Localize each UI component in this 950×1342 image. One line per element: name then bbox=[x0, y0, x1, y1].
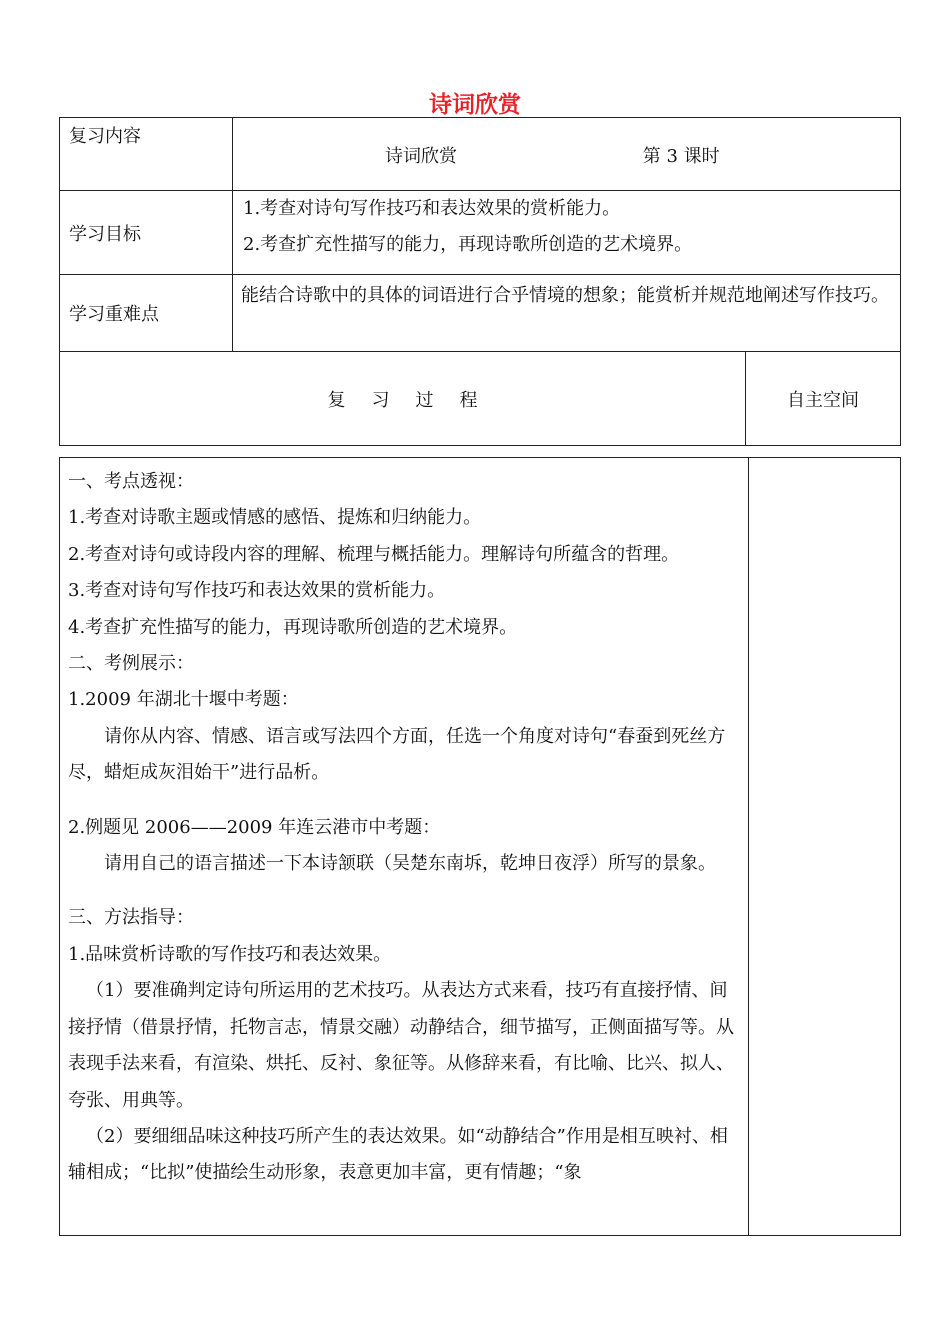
example-title: 1.2009 年湖北十堰中考题： bbox=[68, 689, 299, 711]
lesson-number: 第 3 课时 bbox=[642, 146, 720, 167]
header-table bbox=[59, 117, 901, 446]
example-title: 2.例题见 2006——2009 年连云港市中考题： bbox=[68, 816, 441, 838]
content-name: 诗词欣赏 bbox=[385, 146, 457, 167]
goal-cell bbox=[233, 191, 901, 275]
section-title: 三、方法指导： bbox=[68, 907, 194, 929]
content-label: 复习内容 bbox=[60, 118, 233, 191]
main-content bbox=[60, 458, 749, 1236]
example-text: 请用自己的语言描述一下本诗颔联（吴楚东南坼，乾坤日夜浮）所写的景象。 bbox=[104, 853, 716, 875]
difficulty-label: 学习重难点 bbox=[60, 275, 233, 352]
method-paragraph: （2）要细细品味这种技巧所产生的表达效果。如“动静结合”作用是相互映衬、相辅相成；“比拟”使描绘生动形象，表意更加丰富，更有情趣；“象 bbox=[68, 1125, 728, 1184]
method-title: 1.品味赏析诗歌的写作技巧和表达效果。 bbox=[68, 943, 392, 965]
list-item: 2.考查对诗句或诗段内容的理解、梳理与概括能力。理解诗句所蕴含的哲理。 bbox=[68, 543, 680, 565]
difficulty-text: 能结合诗歌中的具体的词语进行合乎情境的想象；能赏析并规范地阐述写作技巧。 bbox=[233, 275, 901, 352]
method-paragraph: （1）要准确判定诗句所运用的艺术技巧。从表达方式来看，技巧有直接抒情、间接抒情（借景抒情，托物言志，情景交融）动静结合，细节描写，正侧面描写等。从表现手法来看，有渲染、烘托、反衬、象征等。从修辞来看，有比喻、比兴、拟人、夸张、用典等。 bbox=[68, 980, 734, 1111]
page-title: 诗词欣赏 bbox=[429, 92, 521, 118]
content-cell bbox=[233, 118, 901, 191]
notes-column bbox=[748, 458, 900, 1236]
goal-item: 1.考查对诗句写作技巧和表达效果的赏析能力。 bbox=[243, 198, 621, 219]
section-title: 一、考点透视： bbox=[68, 471, 194, 492]
space-label: 自主空间 bbox=[746, 352, 901, 446]
list-item: 1.考查对诗歌主题或情感的感悟、提炼和归纳能力。 bbox=[68, 507, 482, 529]
section-title: 二、考例展示： bbox=[68, 653, 194, 675]
list-item: 4.考查扩充性描写的能力，再现诗歌所创造的艺术境界。 bbox=[68, 616, 518, 638]
process-label: 复习过程 bbox=[60, 352, 746, 446]
goal-item: 2.考查扩充性描写的能力，再现诗歌所创造的艺术境界。 bbox=[243, 234, 693, 255]
list-item: 3.考查对诗句写作技巧和表达效果的赏析能力。 bbox=[68, 580, 446, 602]
goal-label: 学习目标 bbox=[60, 191, 233, 275]
body-table bbox=[59, 457, 901, 1236]
example-text: 请你从内容、情感、语言或写法四个方面，任选一个角度对诗句“春蚕到死丝方尽，蜡炬成灰泪始干”进行品析。 bbox=[68, 725, 726, 784]
